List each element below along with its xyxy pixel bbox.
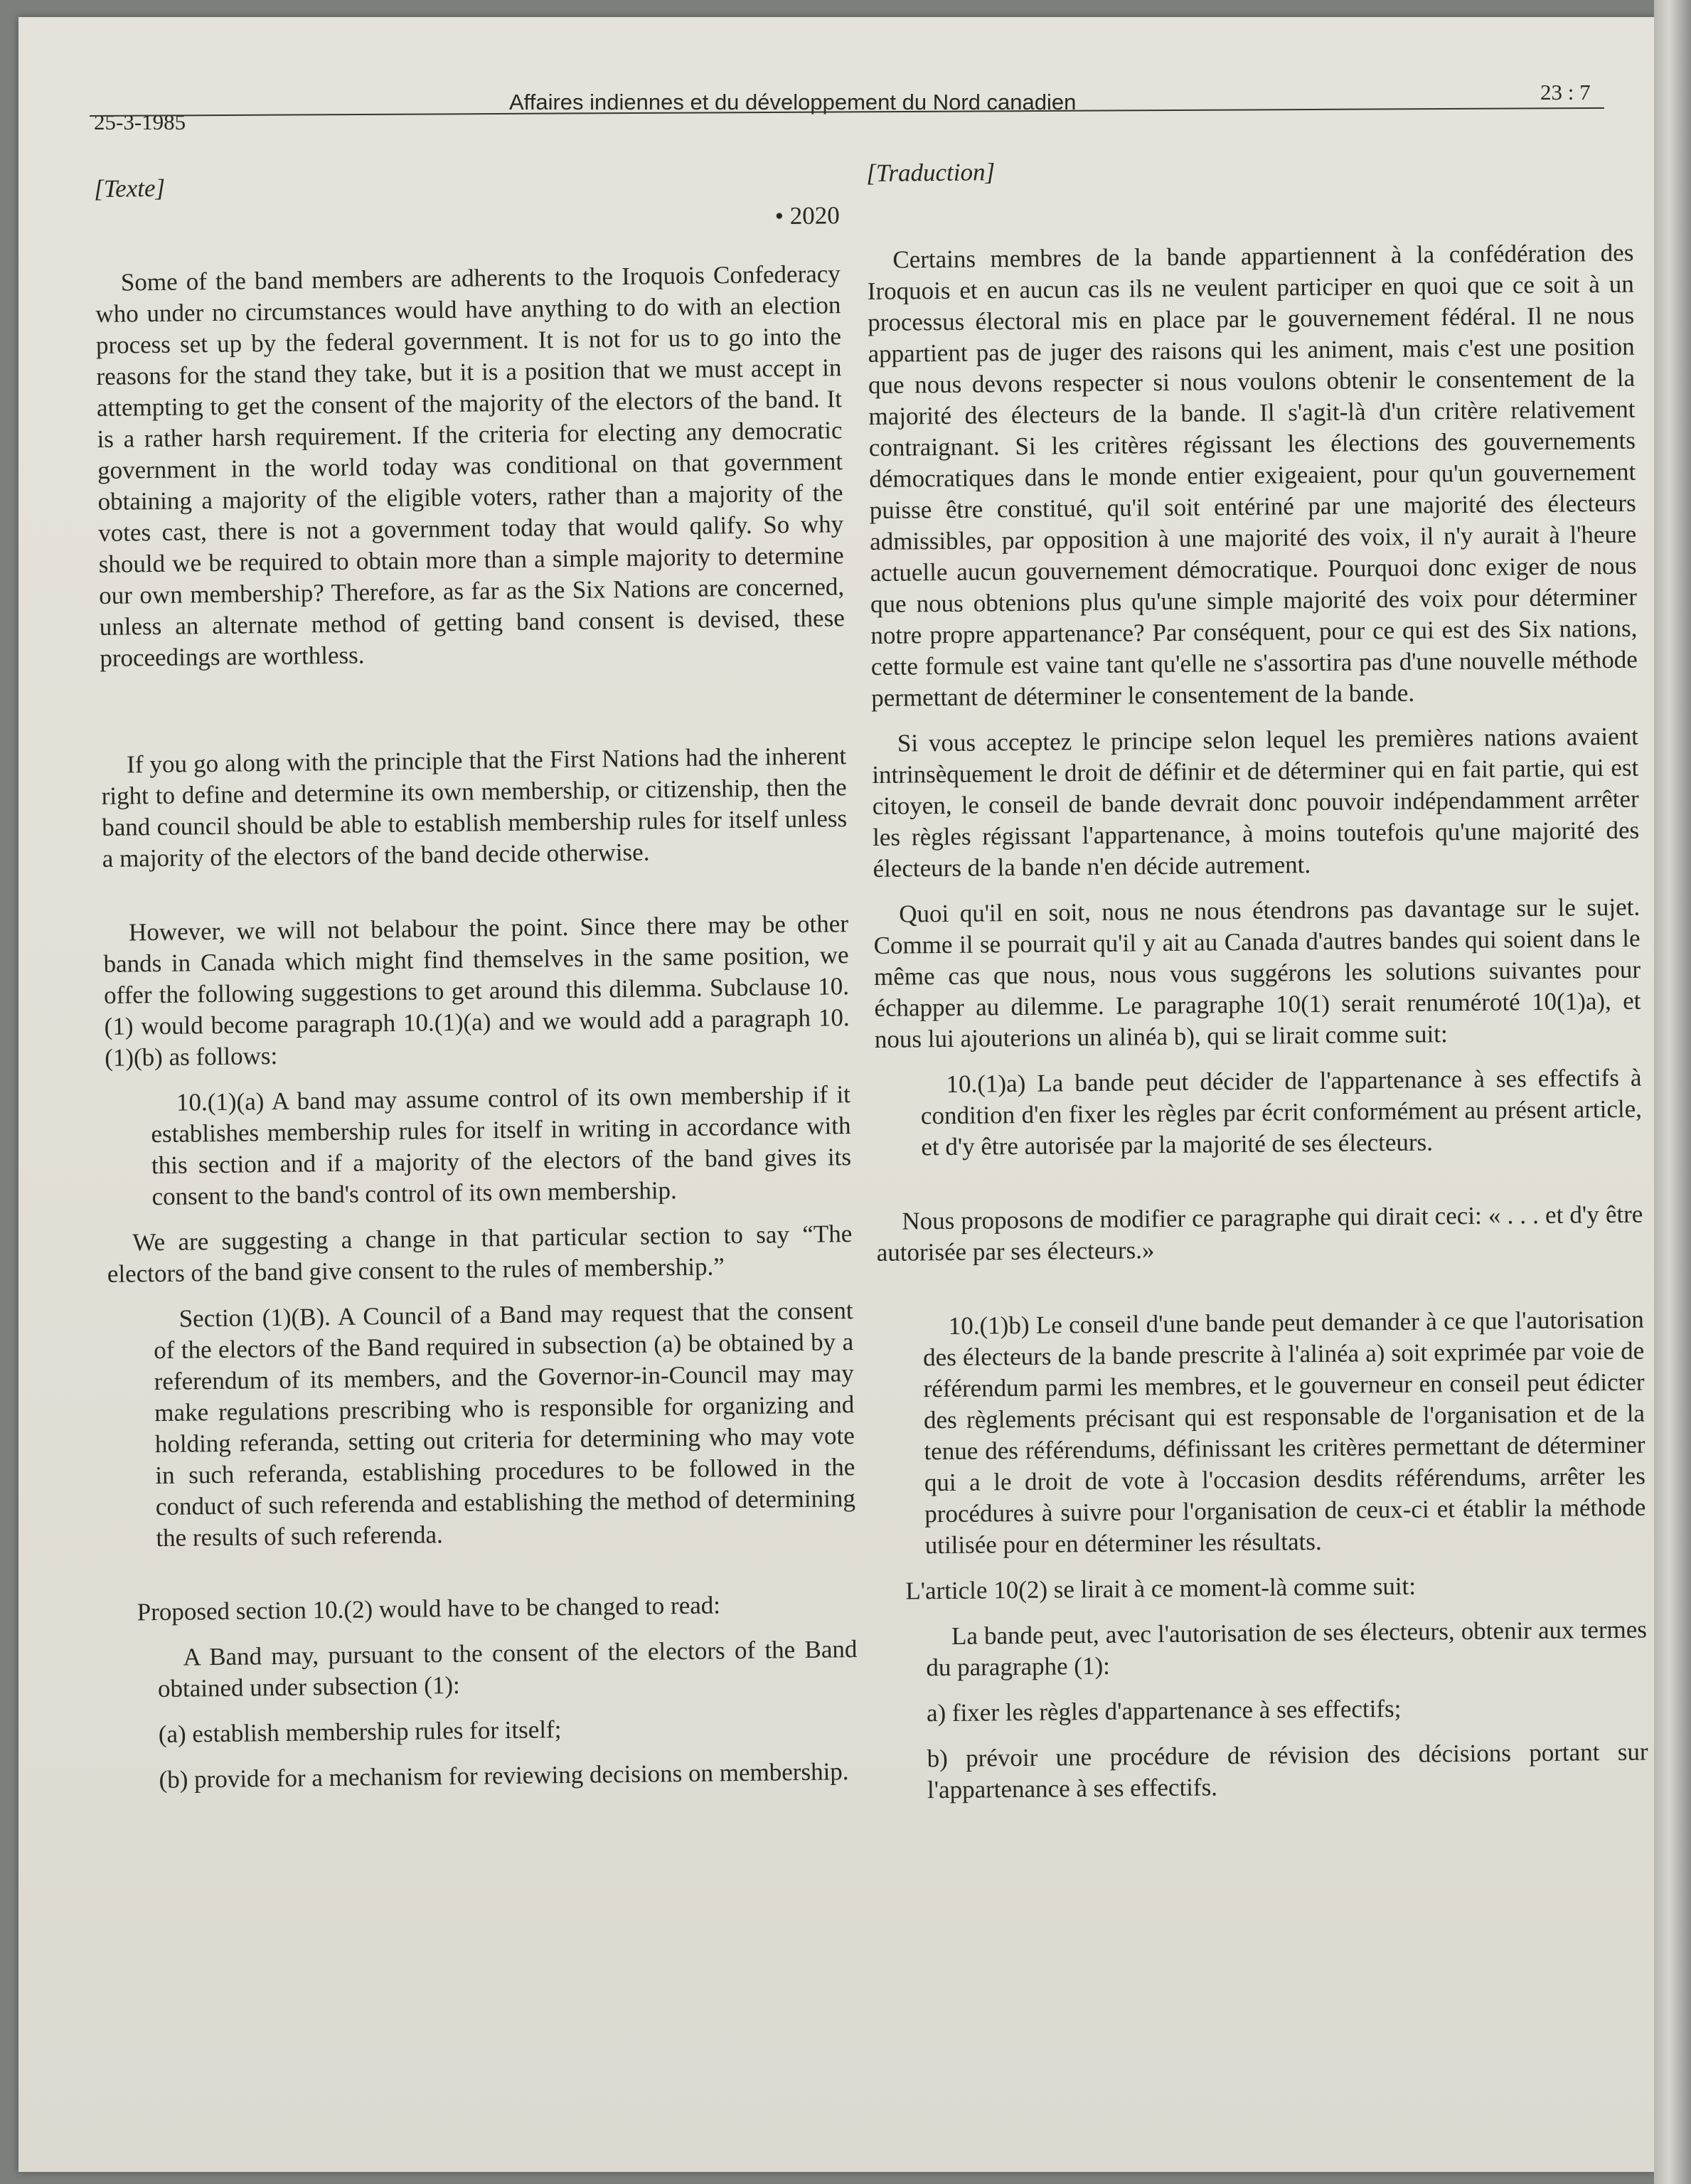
english-paragraph: We are suggesting a change in that particular section to say “The electors of the band give consent to the rules of membership.” bbox=[107, 1220, 853, 1288]
english-paragraph: However, we will not belabour the point. Since there may be other bands in Canada which might find themselves in the same position, we offer the following suggestions to get around this dilemma. Subclause 10.(1) would become paragraph 10.(1)(a) and we would add a paragraph 10.(1)(b) as follows: bbox=[103, 910, 850, 1072]
english-quote: Section (1)(B). A Council of a Band may request that the consent of the electors of the Band required in subsection (a) be obtained by a referendum of its members, and the Governor-in-Council may may make regulations prescribing who is responsible for organizing and holding referanda, setting out criteria for determining who may vote in such referanda, establishing procedures to be followed in the conduct of such referenda and establishing the method of determining the results of such referenda. bbox=[153, 1296, 856, 1552]
english-heading: [Texte] bbox=[94, 174, 166, 203]
english-quote: 10.(1)(a) A band may assume control of its own membership if it establishes membership rules for itself in writing in accordance with this section and if a majority of the electors of the band gives its consent to the band's control of its own membership. bbox=[151, 1080, 852, 1211]
french-paragraph: Quoi qu'il en soit, nous ne nous étendrons pas davantage sur le sujet. Comme il se pourrait qu'il y ait au Canada d'autres bandes qui soient dans le même cas que nous, nous vous suggérons les solutions suivantes pour échapper au dilemme. Le paragraphe 10(1) serait renuméroté 10(1)a), et nous lui ajouterions un alinéa b), qui se lirait comme suit: bbox=[873, 893, 1641, 1053]
english-paragraph: Proposed section 10.(2) would have to be changed to read: bbox=[137, 1591, 721, 1626]
page-edge bbox=[1654, 0, 1691, 2184]
french-list-item: b) prévoir une procédure de révision des décisions portant sur l'appartenance à ses effectifs. bbox=[927, 1737, 1648, 1804]
english-paragraph: Some of the band members are adherents to the Iroquois Confederacy who under no circumstances would have anything to do with an election process set up by the federal government. It is not for us to go into the reasons for the stand they take, but it is a position that we must accept in attempting to get the consent of the majority of the electors of the band. It is a rather harsh requirement. If the criteria for electing any democratic government in the world today was conditional on that government obtaining a majority of the eligible voters, rather than a majority of the votes cast, there is not a government today that would qalify. So why should we be required to obtain more than a simple majority to determine our own membership? Therefore, as far as the Six Nations are concerned, unless an alternate method of getting band consent is devised, these proceedings are worthless. bbox=[95, 260, 845, 672]
english-list-item: (a) establish membership rules for itself; bbox=[158, 1715, 562, 1749]
french-quote: 10.(1)b) Le conseil d'une bande peut demander à ce que l'autorisation des électeurs de la bande prescrite à l'alinéa a) soit exprimée par voie de référendum parmi les membres, et le gouverneur en conseil peut édicter des règlements précisant qui est responsable de l'organisation et de la tenue des référendums, définissant les critères permettant de déterminer qui a le droit de vote à l'occasion desdits référendums, arrêter les procédures à suivre pour l'organisation de ceux-ci et établir la méthode utilisée pour en déterminer les résultats. bbox=[923, 1305, 1646, 1560]
english-column bbox=[94, 164, 859, 1811]
french-paragraph: Certains membres de la bande appartiennent à la confédération des Iroquois et en aucun cas ils ne veulent participer en quoi que ce soit à un processus électoral mis en place par le gouvernement fédéral. Il ne nous appartient pas de juger des raisons qui les animent, mais c'est une position que nous devons respecter si nous voulons obtenir le consentement de la majorité des électeurs de la bande. Il s'agit-là d'un critère relativement contraignant. Si les critères régissant les élections des gouvernements démocratiques dans le monde entier exigeaient, pour qu'un gouvernement puisse être constitué, qu'il soit entériné par une majorité des électeurs admissibles, par opposition à une majorité des voix, il n'y aurait à l'heure actuelle aucun gouvernement démocratique. Pourquoi donc exiger de nous que nous obtenions plus qu'une simple majorité des voix pour déterminer notre propre appartenance? Par conséquent, pour ce qui est des Six nations, cette formule est vaine tant qu'elle ne s'assortira pas d'une nouvelle méthode permettant de déterminer le consentement de la bande. bbox=[867, 238, 1638, 712]
header-date: 25-3-1985 bbox=[94, 110, 186, 134]
header-page-number: 23 : 7 bbox=[1540, 80, 1591, 105]
english-quote: A Band may, pursuant to the consent of the electors of the Band obtained under subsection (1): bbox=[157, 1635, 858, 1703]
french-paragraph: L'article 10(2) se lirait à ce moment-là comme suit: bbox=[905, 1572, 1417, 1605]
english-list-item: (b) provide for a mechanism for reviewing decisions on membership. bbox=[159, 1757, 849, 1794]
timestamp: • 2020 bbox=[774, 201, 841, 230]
french-paragraph: Si vous acceptez le principe selon lequel les premières nations avaient intrinsèquement le droit de définir et de déterminer qui en fait partie, qui est citoyen, le conseil de bande devrait donc pouvoir indépendamment arrêter les règles régissant l'appartenance, à moins toutefois qu'une majorité des électeurs de la bande n'en décide autrement. bbox=[872, 722, 1640, 883]
french-quote: La bande peut, avec l'autorisation de ses électeurs, obtenir aux termes du paragraphe (1): bbox=[926, 1615, 1648, 1682]
french-quote: 10.(1)a) La bande peut décider de l'appartenance à ses effectifs à condition d'en fixer les règles par écrit conformément au présent article, et d'y être autorisée par la majorité de ses électeurs. bbox=[920, 1063, 1643, 1161]
french-heading: [Traduction] bbox=[866, 158, 996, 187]
french-paragraph: Nous proposons de modifier ce paragraphe qui dirait ceci: « . . . et d'y être autorisée par ses électeurs.» bbox=[876, 1200, 1643, 1267]
page-header bbox=[75, 75, 1604, 139]
header-title: Affaires indiennes et du développement du Nord canadien bbox=[509, 90, 1077, 114]
french-column bbox=[866, 151, 1648, 1821]
english-paragraph: If you go along with the principle that the First Nations had the inherent right to define and determine its own membership, or citizenship, then the band council should be able to establish membership rules for itself unless a majority of the electors of the band decide otherwise. bbox=[101, 742, 848, 873]
french-list-item: a) fixer les règles d'appartenance à ses effectifs; bbox=[926, 1694, 1402, 1727]
